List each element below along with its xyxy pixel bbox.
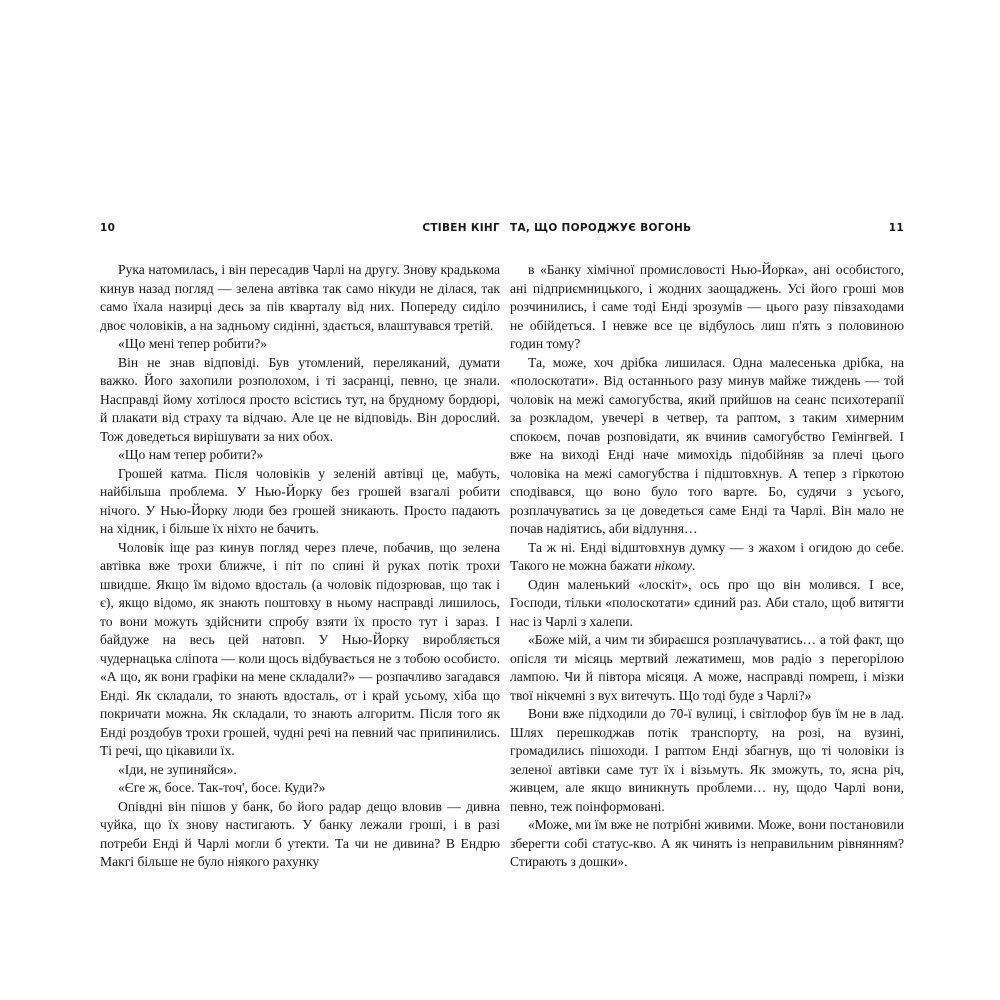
paragraph: Вони вже підходили до 70-ї вулиці, і світлофор був їм не в лад. Шлях перешкоджав потік транспорту, на розі, на вузині, громадились пішоходи. І раптом Енді збагнув, що ті чоловіки із зеленої автівки саме тут їх і візьмуть. Як зможуть, то, ясна річ, живцем, але якщо виникнуть проблеми… ну, щодо Чарлі вони, певно, теж поінформовані.: [510, 706, 904, 814]
paragraph: «Боже мій, а чим ти збираєшся розплачуватись… а той факт, що опісля ти місяць мертвий лежатимеш, мов радіо з перегорілою лампою. Чи й півтора місяця. А може, насправді помреш, і мізки твої нікчемні з вух витечуть. Що тоді буде з Чарлі?»: [510, 632, 904, 703]
page-number: 11: [888, 222, 904, 234]
right-page-text: [510, 261, 904, 872]
paragraph: Та, може, хоч дрібка лишилася. Одна малесенька дрібка, на «полоскотати». Від останнього разу минув майже тиждень — той чоловік на межі самогубства, який прийшов на сеанс психотерапії за розкладом, увечері в четвер, та раптом, з таким химерним спокоєм, почав розповідати, як вчинив самогубство Гемінгвей. І вже на виході Енді наче мимохідь підобійняв за плечі цього чоловіка на межі самогубства і підштовхнув. А тепер з гіркотою сподівався, що воно було того варте. Бо, судячи з усього, розплачуватись за це доведеться саме Енді та Чарлі. Він мало не почав надіятись, аби відлуння…: [510, 354, 904, 536]
paragraph: Та ж ні. Енді відштовхнув думку — з жахом і огидою до себе. Такого не можна бажати нікому.: [510, 539, 904, 573]
left-page-text: [100, 261, 500, 872]
paragraph: Він не знав відповіді. Був утомлений, переляканий, думати важко. Його захопили розполохом, і ті засранці, певно, це знали. Насправді йому хотілося просто всістись тут, на брудному бордюрі, й плакати від страху та відчаю. Але це не відповідь. Він дорослий. Тож доведеться вирішувати за них обох.: [100, 354, 500, 444]
paragraph: «Що нам тепер робити?»: [118, 447, 264, 462]
paragraph: «Іди, не зупиняйся».: [118, 761, 237, 777]
paragraph: «Єге ж, босе. Так-точ', босе. Куди?»: [118, 780, 326, 795]
right-page: [510, 222, 904, 872]
right-page-header: [510, 222, 904, 242]
paragraph: Чоловік іще раз кинув погляд через плече, побачив, що зелена автівка вже трохи ближче, і піт по спині й руках потік трохи швидше. Якщо їм відомо вдосталь (а чоловік підозрював, що так і є), якщо відомо, як знають поштовху в ньому насправді лишилось, то вони можуть здійснити спробу взяти їх просто тут і зараз. І байдуже на весь цей натовп. У Нью-Йорку виробляється чудернацька сліпота — коли щось відбувається не з тобою особисто. «А що, як вони графіки на мене складали?» — розпачливо загадався Енді. Як складали, то знають вдосталь, от і край усьому, хіба що покричати можна. Як складали, то знають алгоритм. Після того як Енді роздобув трохи грошей, чудні речі на певний час припинились. Ті речі, що цікавили їх.: [100, 539, 500, 758]
paragraph: «Що мені тепер робити?»: [118, 336, 268, 351]
left-page: [100, 222, 500, 872]
paragraph: Грошей катма. Після чоловіків у зеленій автівці це, мабуть, найбільша проблема. У Нью-Йорку без грошей взагалі робити нічого. У Нью-Йорку люди без грошей зникають. Просто падають на хідник, і більше їх ніхто не бачить.: [100, 465, 500, 536]
paragraph: Опівдні він пішов у банк, бо його радар дещо вловив — дивна чуйка, що їх знову настигають. У банку лежали гроші, і в разі потреби Енді й Чарлі могли б утекти. Та чи не дивина? В Ендрю Макгі більше не було ніякого рахунку: [100, 798, 500, 869]
emphasis: нікому: [654, 558, 693, 573]
paragraph: в «Банку хімічної промисловості Нью-Йорка», ані особистого, ані підприємницького, і жодних заощаджень. Усі його гроші мов розчинились, і саме тоді Енді зрозумів — цього разу півзаходами не обійдеться. І невже все це відбулось лиш п'ять з половиною годин тому?: [510, 262, 904, 351]
running-head-author: СТІВЕН КІНГ: [422, 222, 500, 234]
paragraph: Один маленький «лоскіт», ось про що він молився. І все, Господи, тільки «полоскотати» єдиний раз. Аби стало, щоб витягти нас із Чарлі з халепи.: [510, 576, 904, 629]
page-number: 10: [100, 222, 116, 234]
paragraph: Рука натомилась, і він пересадив Чарлі на другу. Знову крадькома кинув назад погляд — зелена автівка так само нікуди не ділася, так само їхала назирці десь за пів кварталу від них. Попереду сиділо двоє чоловіків, а на задньому сидінні, здається, влаштувався третій.: [100, 262, 500, 333]
left-page-header: [100, 222, 500, 242]
paragraph: «Може, ми їм вже не потрібні живими. Може, вони постановили зберегти собі статус-кво. А як чинять із неправильним рівнянням? Стирають з дошки».: [510, 817, 904, 869]
running-head-title: ТА, ЩО ПОРОДЖУЄ ВОГОНЬ: [510, 222, 692, 234]
